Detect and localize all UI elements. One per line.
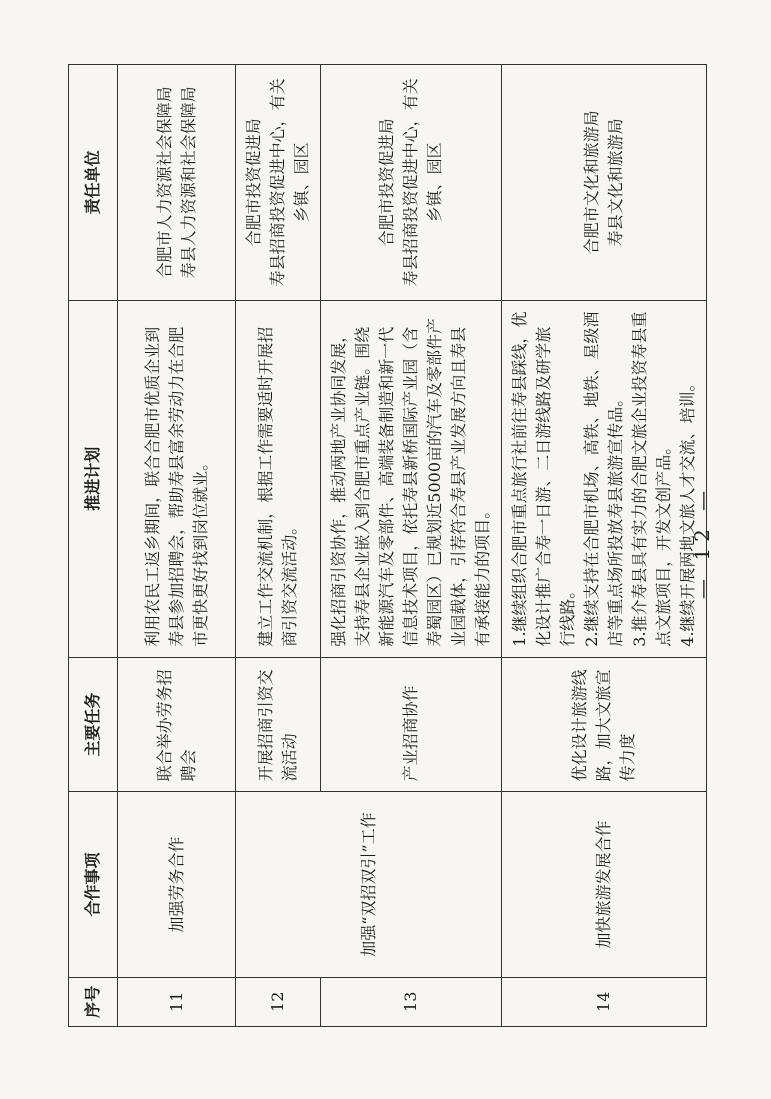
unit-line: 寿县招商投资促进中心，有关乡镇、园区 [401, 78, 444, 287]
table-row [118, 65, 236, 1027]
unit-line: 寿县文化和旅游局 [606, 118, 625, 247]
row-plan [502, 300, 707, 657]
header-unit: 责任单位 [69, 65, 118, 301]
row-item: 加快旅游发展合作 [502, 792, 707, 977]
header-no: 序号 [69, 977, 118, 1026]
row-no: 13 [321, 977, 502, 1026]
unit-line: 寿县招商投资促进中心，有关乡镇、园区 [268, 78, 311, 287]
row-no: 14 [502, 977, 707, 1026]
plan-line: 2.继续支持在合肥市机场、高铁、地铁、星级酒店等重点场所投放寿县旅游宣传品。 [582, 311, 625, 647]
plan-line: 4.继续开展两地文旅人才交流、培训。 [678, 375, 697, 647]
row-task: 开展招商引资交流活动 [236, 657, 321, 792]
unit-line: 合肥市文化和旅游局 [582, 110, 601, 255]
plan-line: 3.推介寿县具有实力的合肥文旅企业投资寿县重点文旅项目，开发文创产品。 [630, 311, 673, 647]
unit-line: 合肥市投资促进局 [244, 118, 263, 247]
page-number: — 12 — [690, 484, 714, 599]
unit-line: 合肥市人力资源社会保障局 [154, 86, 174, 279]
row-task: 产业招商协作 [321, 657, 502, 792]
row-task: 优化设计旅游线路，加大文旅宣传力度 [502, 657, 707, 792]
row-plan: 建立工作交流机制，根据工作需要适时开展招商引资交流活动。 [236, 300, 321, 657]
unit-line: 寿县人力资源和社会保障局 [178, 86, 198, 279]
row-unit [236, 65, 321, 301]
header-item: 合作事项 [69, 792, 118, 977]
plan-line: 1.继续组织合肥市重点旅行社前往寿县踩线，优化设计推广合寿一日游、二日游线路及研学旅行线路。 [510, 311, 577, 647]
header-task: 主要任务 [69, 657, 118, 792]
unit-line: 合肥市投资促进局 [377, 118, 396, 247]
row-unit [321, 65, 502, 301]
table-header-row [69, 65, 118, 1027]
table-row [502, 65, 707, 1027]
row-item: 加强“双招双引”工作 [236, 792, 502, 977]
row-unit [502, 65, 707, 301]
row-no: 11 [118, 977, 236, 1026]
row-plan: 利用农民工返乡期间，联合合肥市优质企业到寿县参加招聘会，帮助寿县富余劳动力在合肥市更快更好找到岗位就业。 [118, 300, 236, 657]
row-unit [118, 65, 236, 301]
row-task: 联合举办劳务招聘会 [118, 657, 236, 792]
cooperation-table [68, 64, 707, 1027]
row-no: 12 [236, 977, 321, 1026]
table-row [236, 65, 321, 1027]
header-plan: 推进计划 [69, 300, 118, 657]
row-item: 加强劳务合作 [118, 792, 236, 977]
row-plan: 强化招商引资协作，推动两地产业协同发展，支持寿县企业嵌入到合肥市重点产业链。围绕新能源汽车及零部件、高端装备制造和新一代信息技术项目，依托寿县新桥国际产业园（含寿蜀园区）已规划近5000亩的汽车及零部件产业园载体，引荐符合寿县产业发展方向且寿县有承接能力的项目。 [321, 300, 502, 657]
